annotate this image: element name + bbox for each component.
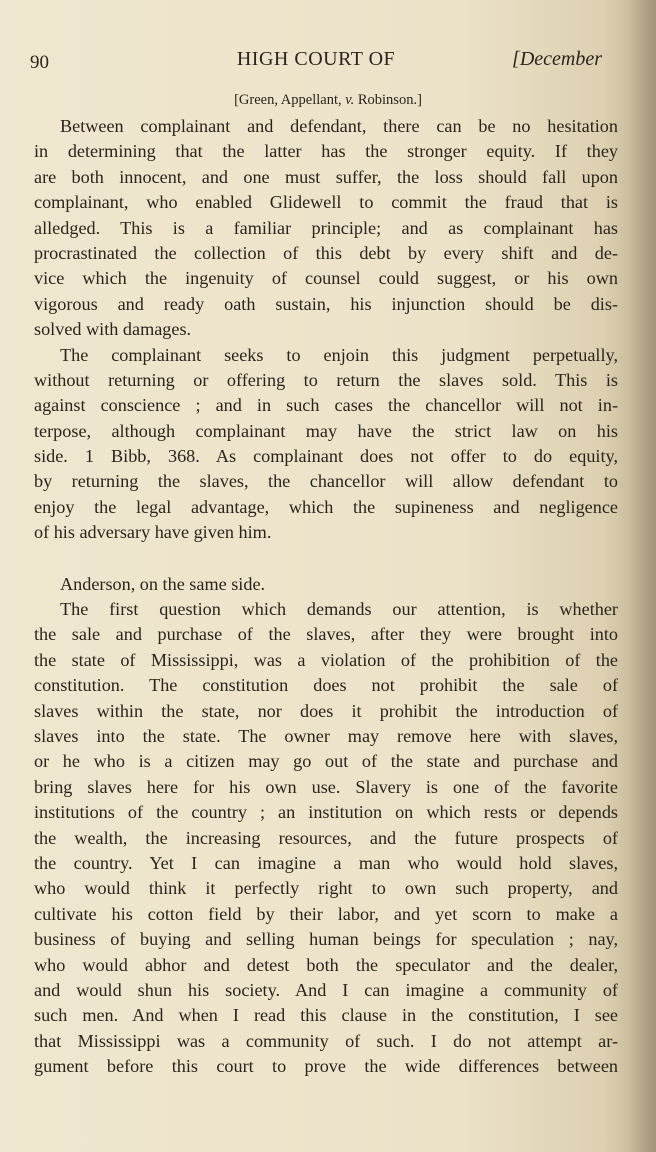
text-line: bring slaves here for his own use. Slavery is one of the favorite	[34, 776, 618, 797]
case-title-versus: v.	[345, 92, 355, 108]
text-line: of his adversary have given him.	[34, 522, 272, 543]
text-line: gument before this court to prove the wide differences between	[34, 1056, 618, 1077]
text-line: enjoy the legal advantage, which the supineness and negligence	[34, 496, 618, 517]
text-line: institutions of the country ; an institution on which rests or depends	[34, 802, 618, 823]
text-line: Anderson, on the same side.	[60, 573, 266, 594]
text-line: the state of Mississippi, was a violation of the prohibition of the	[34, 649, 618, 670]
page-header	[30, 46, 602, 74]
text-line: who would think it perfectly right to own such property, and	[34, 878, 618, 899]
text-line: and would shun his society. And I can imagine a community of	[34, 979, 618, 1000]
text-line: the sale and purchase of the slaves, after they were brought into	[34, 624, 618, 645]
text-line: slaves within the state, nor does it prohibit the introduction of	[34, 700, 618, 721]
paragraph-1	[34, 114, 618, 343]
text-line: solved with damages.	[34, 319, 192, 340]
text-line: The complainant seeks to enjoin this judgment perpetually,	[60, 344, 618, 365]
paragraph-2	[34, 343, 618, 546]
paragraph-4	[34, 597, 618, 1079]
case-title-close: Robinson.]	[354, 92, 422, 108]
text-line: such men. And when I read this clause in the constitution, I see	[34, 1005, 618, 1026]
text-line: without returning or offering to return the slaves sold. This is	[34, 369, 618, 390]
text-line: the country. Yet I can imagine a man who would hold slaves,	[34, 852, 618, 873]
page-number: 90	[30, 52, 49, 73]
text-line: in determining that the latter has the stronger equity. If they	[34, 141, 618, 162]
text-line: complainant, who enabled Glidewell to commit the fraud that is	[34, 192, 618, 213]
text-line: business of buying and selling human beings for speculation ; nay,	[34, 929, 618, 950]
case-title-open: [Green, Appellant,	[234, 92, 346, 108]
paragraph-gap	[34, 546, 618, 572]
text-line: who would abhor and detest both the speculator and the dealer,	[34, 954, 618, 975]
text-line: side. 1 Bibb, 368. As complainant does not offer to do equity,	[34, 446, 618, 467]
text-line: against conscience ; and in such cases the chancellor will not in-	[34, 395, 618, 416]
text-line: the wealth, the increasing resources, and the future prospects of	[34, 827, 618, 848]
paragraph-3	[34, 572, 618, 597]
text-line: alledged. This is a familiar principle; and as complainant has	[34, 217, 618, 238]
text-line: The first question which demands our attention, is whether	[60, 599, 618, 620]
body-text	[34, 114, 618, 1079]
text-line: Between complainant and defendant, there can be no hesitation	[60, 116, 618, 136]
header-date: [December	[512, 48, 602, 70]
text-line: vigorous and ready oath sustain, his injunction should be dis-	[34, 293, 618, 314]
text-line: vice which the ingenuity of counsel could suggest, or his own	[34, 268, 618, 289]
text-line: slaves into the state. The owner may remove here with slaves,	[34, 725, 618, 746]
text-line: cultivate his cotton field by their labor, and yet scorn to make a	[34, 903, 618, 924]
text-line: that Mississippi was a community of such. I do not attempt ar-	[34, 1030, 618, 1051]
text-line: constitution. The constitution does not prohibit the sale of	[34, 675, 618, 696]
case-title	[0, 92, 656, 109]
text-line: terpose, although complainant may have the strict law on his	[34, 420, 618, 441]
text-line: by returning the slaves, the chancellor will allow defendant to	[34, 471, 618, 492]
text-line: procrastinated the collection of this debt by every shift and de-	[34, 242, 618, 263]
text-line: are both innocent, and one must suffer, the loss should fall upon	[34, 166, 618, 187]
text-line: or he who is a citizen may go out of the state and purchase and	[34, 751, 618, 772]
running-head: HIGH COURT OF	[236, 48, 396, 70]
